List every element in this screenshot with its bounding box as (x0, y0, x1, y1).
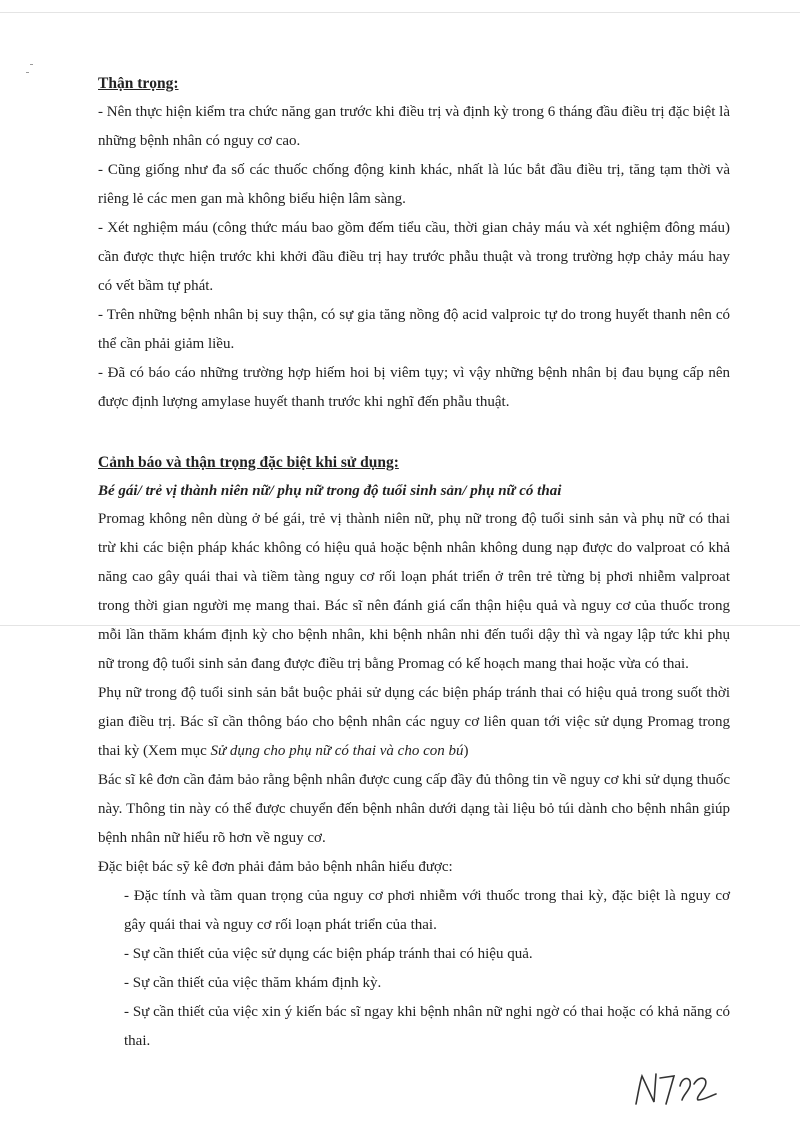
warning-paragraph (98, 679, 730, 766)
section-reference: Sử dụng cho phụ nữ có thai và cho con bú (210, 743, 464, 759)
document-body (98, 70, 730, 1056)
precaution-paragraph: - Cũng giống như đa số các thuốc chống động kinh khác, nhất là lúc bắt đầu điều trị, tăng tạm thời và riêng lẻ các men gan mà không biểu hiện lâm sàng. (98, 162, 730, 207)
warning-bullet: - Sự cần thiết của việc thăm khám định kỳ. (124, 975, 382, 991)
precautions-heading: Thận trọng: (98, 75, 179, 92)
warning-paragraph: Đặc biệt bác sỹ kê đơn phải đảm bảo bệnh nhân hiểu được: (98, 859, 453, 875)
warnings-heading: Cảnh báo và thận trọng đặc biệt khi sử dụng: (98, 454, 399, 471)
warning-paragraph-text: Phụ nữ trong độ tuổi sinh sản bắt buộc phải sử dụng các biện pháp tránh thai có hiệu quả trong suốt thời gian điều trị. Bác sĩ cần thông báo cho bệnh nhân các nguy cơ liên quan tới việc sử dụng Promag trong thai kỳ (Xem mục (98, 685, 730, 759)
scan-line (0, 12, 800, 13)
warning-bullet: - Đặc tính và tầm quan trọng của nguy cơ phơi nhiễm với thuốc trong thai kỳ, đặc biệt là nguy cơ gây quái thai và nguy cơ rối loạn phát triển của thai. (124, 888, 730, 933)
warning-bullet: - Sự cần thiết của việc sử dụng các biện pháp tránh thai có hiệu quả. (124, 946, 533, 962)
warnings-subheading: Bé gái/ trẻ vị thành niên nữ/ phụ nữ trong độ tuổi sinh sản/ phụ nữ có thai (98, 483, 562, 499)
warning-bullet: - Sự cần thiết của việc xin ý kiến bác sĩ ngay khi bệnh nhân nữ nghi ngờ có thai hoặc có khả năng có thai. (124, 1004, 730, 1049)
precaution-paragraph: - Xét nghiệm máu (công thức máu bao gồm đếm tiểu cầu, thời gian chảy máu và xét nghiệm đông máu) cần được thực hiện trước khi khởi đầu điều trị hay trước phẫu thuật và trong trường hợp chảy máu hay có vết bầm tự phát. (98, 220, 730, 294)
section-spacer (98, 417, 730, 449)
warning-paragraph: Bác sĩ kê đơn cần đảm bảo rằng bệnh nhân được cung cấp đầy đủ thông tin về nguy cơ khi sử dụng thuốc này. Thông tin này có thể được chuyển đến bệnh nhân dưới dạng tài liệu bỏ túi dành cho bệnh nhân giúp bệnh nhân nữ hiểu rõ hơn về nguy cơ. (98, 772, 730, 846)
warning-paragraph: Promag không nên dùng ở bé gái, trẻ vị thành niên nữ, phụ nữ trong độ tuổi sinh sản và phụ nữ có thai trừ khi các biện pháp khác không có hiệu quả hoặc bệnh nhân không dung nạp được do valproat có khả năng cao gây quái thai và tiềm tàng nguy cơ rối loạn phát triển ở trên trẻ từng bị phơi nhiễm valproat trong thời gian người mẹ mang thai. Bác sĩ nên đánh giá cẩn thận hiệu quả và nguy cơ của thuốc trong mỗi lần thăm khám định kỳ cho bệnh nhân, khi bệnh nhân nhi đến tuổi dậy thì và ngay lập tức khi phụ nữ trong độ tuổi sinh sản đang được điều trị bằng Promag có kế hoạch mang thai hoặc vừa có thai. (98, 511, 730, 672)
scan-speck (30, 64, 33, 65)
precaution-paragraph: - Nên thực hiện kiểm tra chức năng gan trước khi điều trị và định kỳ trong 6 tháng đầu điều trị đặc biệt là những bệnh nhân có nguy cơ cao. (98, 104, 730, 149)
warning-paragraph-end: ) (463, 743, 469, 759)
precaution-paragraph: - Đã có báo cáo những trường hợp hiếm hoi bị viêm tụy; vì vậy những bệnh nhân bị đau bụng cấp nên được định lượng amylase huyết thanh trước khi nghĩ đến phẫu thuật. (98, 365, 730, 410)
handwritten-signature-mark (628, 1064, 724, 1114)
precaution-paragraph: - Trên những bệnh nhân bị suy thận, có sự gia tăng nồng độ acid valproic tự do trong huyết thanh nên có thể cần phải giảm liều. (98, 307, 730, 352)
scan-speck (26, 72, 29, 73)
